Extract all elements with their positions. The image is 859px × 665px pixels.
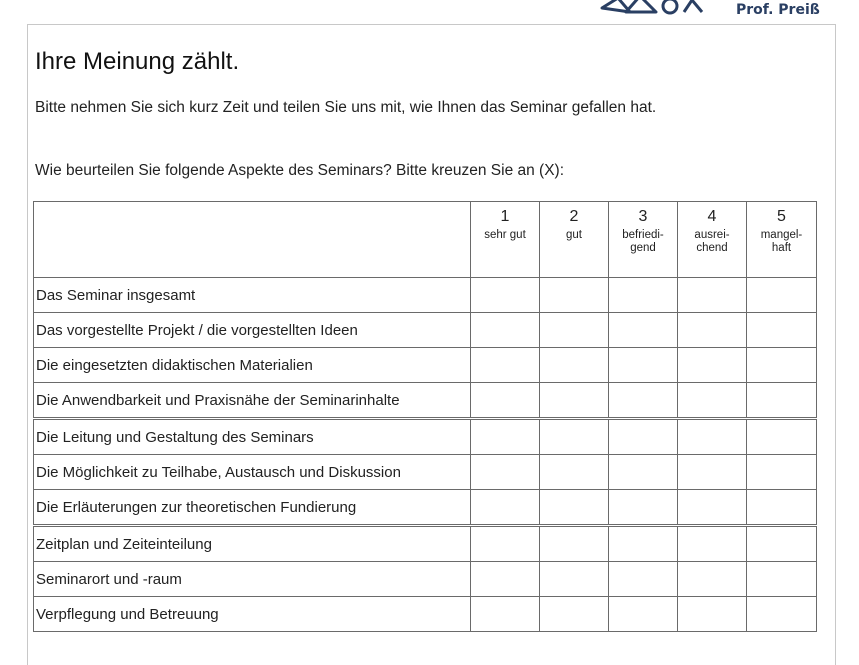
aspect-label: Zeitplan und Zeiteinteilung	[34, 526, 471, 562]
grade-3-header	[609, 202, 678, 278]
grade-number: 1	[500, 208, 510, 225]
table-row	[34, 526, 817, 562]
grade-number: 2	[569, 208, 579, 225]
rating-cell[interactable]	[609, 526, 678, 562]
author-name: Prof. Preiß	[736, 2, 820, 18]
rating-cell[interactable]	[747, 278, 817, 313]
rating-cell[interactable]	[471, 526, 540, 562]
rating-cell[interactable]	[540, 490, 609, 526]
rating-cell[interactable]	[747, 383, 817, 419]
rating-cell[interactable]	[678, 455, 747, 490]
rating-cell[interactable]	[540, 383, 609, 419]
aspect-label: Die Erläuterungen zur theoretischen Fundierung	[34, 490, 471, 526]
rating-cell[interactable]	[678, 526, 747, 562]
table-row	[34, 419, 817, 455]
rating-cell[interactable]	[540, 348, 609, 383]
rating-cell[interactable]	[747, 562, 817, 597]
rating-cell[interactable]	[609, 383, 678, 419]
rating-cell[interactable]	[540, 562, 609, 597]
table-row	[34, 278, 817, 313]
rating-cell[interactable]	[471, 490, 540, 526]
rating-cell[interactable]	[609, 419, 678, 455]
rating-cell[interactable]	[609, 313, 678, 348]
rating-cell[interactable]	[678, 419, 747, 455]
rating-cell[interactable]	[471, 383, 540, 419]
rating-cell[interactable]	[471, 419, 540, 455]
grade-label: ausrei- chend	[694, 229, 730, 254]
grade-number: 3	[638, 208, 648, 225]
rating-cell[interactable]	[609, 278, 678, 313]
aspect-label: Die Möglichkeit zu Teilhabe, Austausch und Diskussion	[34, 455, 471, 490]
aspect-label: Das vorgestellte Projekt / die vorgestellten Ideen	[34, 313, 471, 348]
table-row	[34, 383, 817, 419]
rating-cell[interactable]	[678, 597, 747, 632]
grade-1-header	[471, 202, 540, 278]
institution-logo	[596, 0, 706, 16]
rating-cell[interactable]	[747, 526, 817, 562]
rating-cell[interactable]	[747, 419, 817, 455]
rating-cell[interactable]	[471, 597, 540, 632]
rating-cell[interactable]	[678, 562, 747, 597]
grade-number: 5	[777, 208, 786, 225]
grade-2-header	[540, 202, 609, 278]
rating-cell[interactable]	[609, 348, 678, 383]
aspect-label: Das Seminar insgesamt	[34, 278, 471, 313]
rating-cell[interactable]	[747, 597, 817, 632]
grade-5-header	[747, 202, 817, 278]
aspect-label: Seminarort und -raum	[34, 562, 471, 597]
rating-cell[interactable]	[540, 455, 609, 490]
rating-cell[interactable]	[471, 562, 540, 597]
rating-cell[interactable]	[678, 348, 747, 383]
rating-cell[interactable]	[609, 562, 678, 597]
question-text: Wie beurteilen Sie folgende Aspekte des Seminars? Bitte kreuzen Sie an (X):	[35, 162, 565, 179]
rating-cell[interactable]	[471, 278, 540, 313]
table-row	[34, 313, 817, 348]
rating-cell[interactable]	[747, 490, 817, 526]
grade-4-header	[678, 202, 747, 278]
rating-cell[interactable]	[471, 348, 540, 383]
rating-cell[interactable]	[678, 490, 747, 526]
grade-label: gut	[566, 229, 582, 241]
table-row	[34, 455, 817, 490]
grade-label: befriedi- gend	[622, 229, 664, 254]
grade-label: mangel- haft	[760, 229, 803, 254]
rating-cell[interactable]	[747, 348, 817, 383]
rating-cell[interactable]	[609, 597, 678, 632]
rating-cell[interactable]	[678, 278, 747, 313]
rating-table	[33, 201, 817, 632]
table-row	[34, 490, 817, 526]
rating-cell[interactable]	[540, 313, 609, 348]
rating-cell[interactable]	[747, 455, 817, 490]
rating-cell[interactable]	[540, 278, 609, 313]
rating-cell[interactable]	[678, 313, 747, 348]
rating-cell[interactable]	[471, 313, 540, 348]
rating-cell[interactable]	[678, 383, 747, 419]
rating-cell[interactable]	[471, 455, 540, 490]
rating-cell[interactable]	[540, 419, 609, 455]
aspect-label: Die Leitung und Gestaltung des Seminars	[34, 419, 471, 455]
rating-cell[interactable]	[747, 313, 817, 348]
table-row	[34, 597, 817, 632]
aspect-label: Die eingesetzten didaktischen Materialien	[34, 348, 471, 383]
grade-label: sehr gut	[484, 229, 526, 241]
rating-cell[interactable]	[540, 597, 609, 632]
form-headline: Ihre Meinung zählt.	[35, 48, 240, 75]
table-row	[34, 562, 817, 597]
grade-number: 4	[707, 208, 717, 225]
aspect-label: Verpflegung und Betreuung	[34, 597, 471, 632]
rating-cell[interactable]	[609, 490, 678, 526]
rating-header-row	[34, 202, 817, 278]
table-row	[34, 348, 817, 383]
rating-cell[interactable]	[609, 455, 678, 490]
intro-text: Bitte nehmen Sie sich kurz Zeit und teilen Sie uns mit, wie Ihnen das Seminar gefallen hat.	[35, 99, 657, 116]
aspect-label: Die Anwendbarkeit und Praxisnähe der Seminarinhalte	[34, 383, 471, 419]
aspect-header-cell	[34, 202, 471, 278]
rating-cell[interactable]	[540, 526, 609, 562]
